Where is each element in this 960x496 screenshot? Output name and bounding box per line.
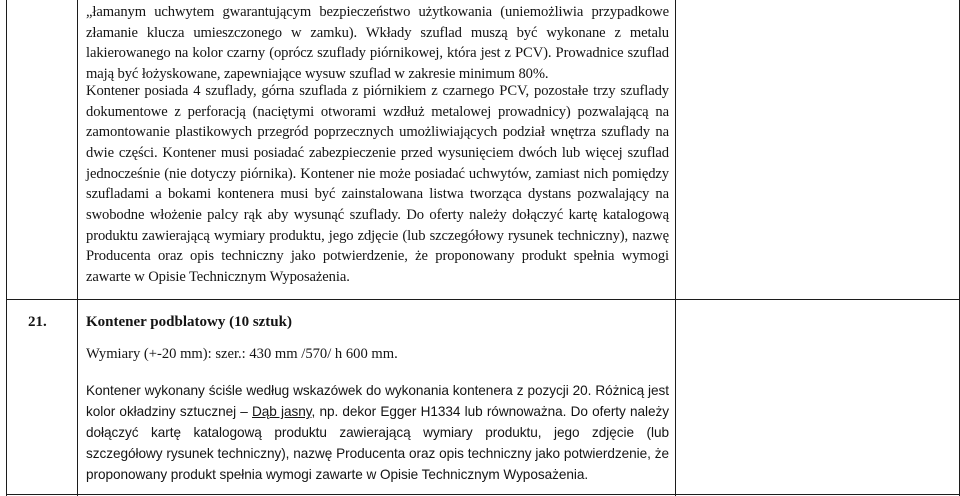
row-number: 21. xyxy=(28,314,47,330)
item-description xyxy=(86,380,669,485)
table-column-divider-right xyxy=(675,0,676,496)
section-20-paragraph-2: Kontener posiada 4 szuflady, górna szuflada z piórnikiem z czarnego PCV, pozostałe trzy szuflady dokumentowe z perforacją (naciętymi otworami wzdłuż metalowej prowadnicy) pozwalającą na zamontowanie plastikowych przegród poprzecznych umożliwiających podział wnętrza szuflady na dwie części. Kontener musi posiadać zabezpieczenie przed wysunięciem dwóch lub więcej szuflad jednocześnie (nie dotyczy piórnika). Kontener nie może posiadać uchwytów, zamiast nich pomiędzy szufladami a bokami kontenera musi być zainstalowana listwa tworząca dystans pozwalający na swobodne włożenie palcy rąk aby wysunąć szuflady. Do oferty należy dołączyć kartę katalogową produktu zawierającą wymiary produktu, jego zdjęcie (lub szczegółowy rysunek techniczny), nazwę Producenta oraz opis techniczny jako potwierdzenie, że proponowany produkt spełnia wymogi zawarte w Opisie Technicznym Wyposażenia. xyxy=(86,83,669,285)
table-border-left xyxy=(6,0,7,496)
table-row-divider xyxy=(6,299,960,300)
table-column-divider xyxy=(77,0,78,496)
item-heading: Kontener podblatowy (10 sztuk) xyxy=(86,314,292,330)
description-text-start: Kontener wykonany ściśle według wskazówek do wykonania kontenera z pozycji 20. Różnicą jest kolor okładziny sztucznej – xyxy=(86,383,669,419)
color-name-underlined: Dąb jasny xyxy=(252,404,312,419)
description-text-end: , np. dekor Egger H1334 lub równoważna. Do oferty należy dołączyć kartę katalogową produktu zawierającą wymiary produktu, jego zdjęcie (lub szczegółowy rysunek techniczny), nazwę Producenta oraz opis techniczny jako potwierdzenie, że proponowany produkt spełnia wymogi zawarte w Opisie Technicznym Wyposażenia. xyxy=(86,404,669,482)
table-border-bottom xyxy=(6,494,960,495)
section-20-paragraph-1: „łamanym uchwytem gwarantującym bezpieczeństwo użytkowania (uniemożliwia przypadkowe złamanie klucza umieszczonego w zamku). Wkłady szuflad muszą być wykonane z metalu lakierowanego na kolor czarny (oprócz szuflady piórnikowej, która jest z PCV). Prowadnice szuflad mają być łożyskowane, zapewniające wysuw szuflad w zakresie minimum 80%. xyxy=(86,4,669,82)
item-dimensions: Wymiary (+-20 mm): szer.: 430 mm /570/ h 600 mm. xyxy=(86,346,398,362)
